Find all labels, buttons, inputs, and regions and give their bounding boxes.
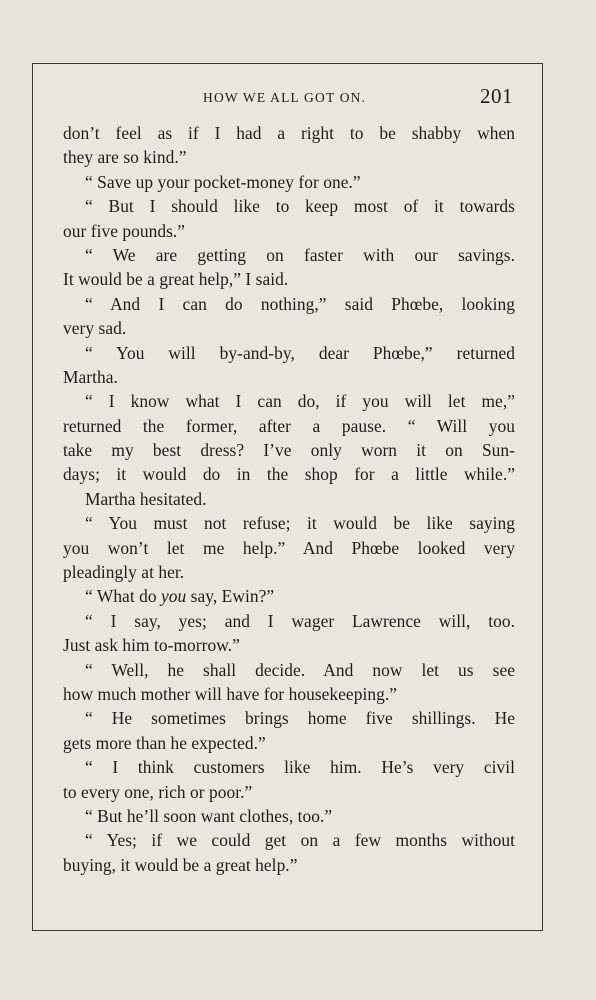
text-line: gets more than he expected.” bbox=[63, 732, 266, 753]
text-line: Just ask him to-morrow.” bbox=[63, 635, 240, 656]
text-fragment: “ What do bbox=[85, 586, 161, 607]
text-line: days; it would do in the shop for a little while.” bbox=[63, 464, 515, 485]
text-line: “ Save up your pocket-money for one.” bbox=[85, 171, 361, 192]
text-line: “ We are getting on faster with our savings. bbox=[85, 244, 515, 265]
text-line: returned the former, after a pause. “ Will you bbox=[63, 415, 515, 436]
text-line: “ Well, he shall decide. And now let us see bbox=[85, 659, 515, 680]
text-line: “ You must not refuse; it would be like saying bbox=[85, 513, 515, 534]
text-line: “ And I can do nothing,” said Phœbe, looking bbox=[85, 293, 515, 314]
text-line: pleadingly at her. bbox=[63, 562, 185, 583]
text-line: take my best dress? I’ve only worn it on Sun- bbox=[63, 440, 515, 461]
text-line: “ He sometimes brings home five shillings. He bbox=[85, 708, 515, 729]
running-head-title: HOW WE ALL GOT ON. bbox=[203, 90, 367, 105]
text-line: “ I think customers like him. He’s very civil bbox=[85, 757, 515, 778]
text-line: they are so kind.” bbox=[63, 147, 187, 168]
text-line: “ You will by-and-by, dear Phœbe,” returned bbox=[85, 342, 515, 363]
text-line: It would be a great help,” I said. bbox=[63, 269, 289, 290]
text-line: Martha. bbox=[63, 366, 118, 387]
text-line: to every one, rich or poor.” bbox=[63, 781, 253, 802]
page-number: 201 bbox=[480, 84, 513, 108]
text-line: “ I say, yes; and I wager Lawrence will, too. bbox=[85, 610, 515, 631]
text-line: “ I know what I can do, if you will let me,” bbox=[85, 391, 515, 412]
text-line: buying, it would be a great help.” bbox=[63, 854, 298, 875]
emphasized-word: you bbox=[161, 586, 187, 607]
body-text bbox=[63, 121, 515, 877]
text-line: “ But I should like to keep most of it towards bbox=[85, 196, 515, 217]
text-line: our five pounds.” bbox=[63, 220, 186, 241]
text-line: “ But he’ll soon want clothes, too.” bbox=[85, 805, 333, 826]
text-line: “ Yes; if we could get on a few months without bbox=[85, 830, 515, 851]
text-line-with-emphasis bbox=[63, 584, 515, 608]
text-line: don’t feel as if I had a right to be shabby when bbox=[63, 123, 515, 143]
text-line: how much mother will have for housekeeping.” bbox=[63, 683, 397, 704]
text-fragment: say, Ewin?” bbox=[186, 586, 275, 607]
text-line: you won’t let me help.” And Phœbe looked very bbox=[63, 537, 515, 558]
running-header bbox=[0, 86, 596, 116]
text-line: Martha hesitated. bbox=[85, 488, 207, 509]
text-line: very sad. bbox=[63, 318, 127, 339]
